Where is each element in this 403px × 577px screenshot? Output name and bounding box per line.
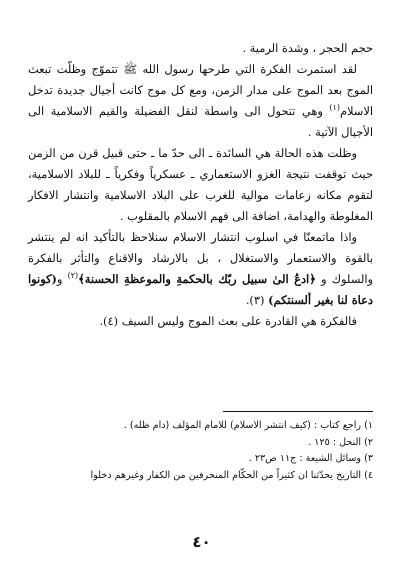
paragraph-2-text: لقد استمرت الفكرة التي طرحها رسول الله ﷺ تتموّج وظلّت تبعث الموج بعد الموج على مدار الزمن، ومع كل موج كانت أجيال جديدة تدخل الاسلام [28,62,373,118]
footnote-4: ٤) التاريخ يحدّثنا ان كثيراً من الحكّام المنحرفين من الكفار وغيرهم دخلوا [90,469,373,481]
paragraph-2 [28,59,373,143]
paragraph-4 [28,227,373,311]
paragraph-1-text: حجم الحجر ، وشدة الرمية . [242,41,373,55]
hadith-quote: (كونوا دعاة لنا بغير ألسنتكم) [28,272,373,307]
footnote-3: ٣) وسائل الشيعة : ج١١ ص٢٣ . [248,453,373,464]
page-number: ٤٠ [192,533,211,551]
paragraph-4-conjunction: و [56,272,68,286]
footnotes [28,418,373,484]
paragraph-4-text: واذا ماتمعنّا في اسلوب انتشار الاسلام سنلاحظ بالتأكيد انه لم ينتشر بالقوة والاستعمار والاستغلال ، بل بالارشاد والاقناع والتأثر بالفكرة والسلوك و [28,230,373,286]
paragraph-3-text: وظلت هذه الحالة هي السائدة ـ الى حدّ ما ـ حتى قبيل قرن من الزمن حيث توقفت نتيجة الغزو الاستعماري ـ عسكرياً وفكرياً ـ للبلاد الاسلامية، لتقوم مكانه زعامات موالية للغرب على البلاد الاسلامية وانتشار الافكار المغلوطة والهدامة، اضافة الى فهم الاسلام بالمقلوب . [28,146,373,223]
footnote-divider [223,411,373,412]
paragraph-5-text: فالفكرة هي القادرة على بعث الموج وليس السيف [121,314,357,328]
footnote-ref-2: (٢) [67,271,79,281]
paragraph-2-text-end: وهي تتحول الى واسطة لنقل الفضيلة والقيم الاسلامية الى الأجيال الآتية . [28,104,373,139]
paragraph-1 [28,38,373,59]
paragraph-5 [28,311,373,332]
quran-verse-quote: ﴿ادعُ الىٰ سبيل ربّك بالحكمةِ والموعظةِ الحسنة﴾ [78,272,316,286]
footnote-2: ٢) النحل : ١٢٥ . [308,436,373,448]
footnote-ref-3: (٣). [245,293,269,307]
footnote-ref-1: (١) [329,103,340,113]
paragraph-3 [28,143,373,227]
footnote-ref-4: (٤). [99,314,122,328]
footnote-1: ١) راجع كتاب : (كيف انتشر الاسلام) للامام المؤلف (دام ظله) . [123,420,373,431]
main-text [28,38,373,332]
